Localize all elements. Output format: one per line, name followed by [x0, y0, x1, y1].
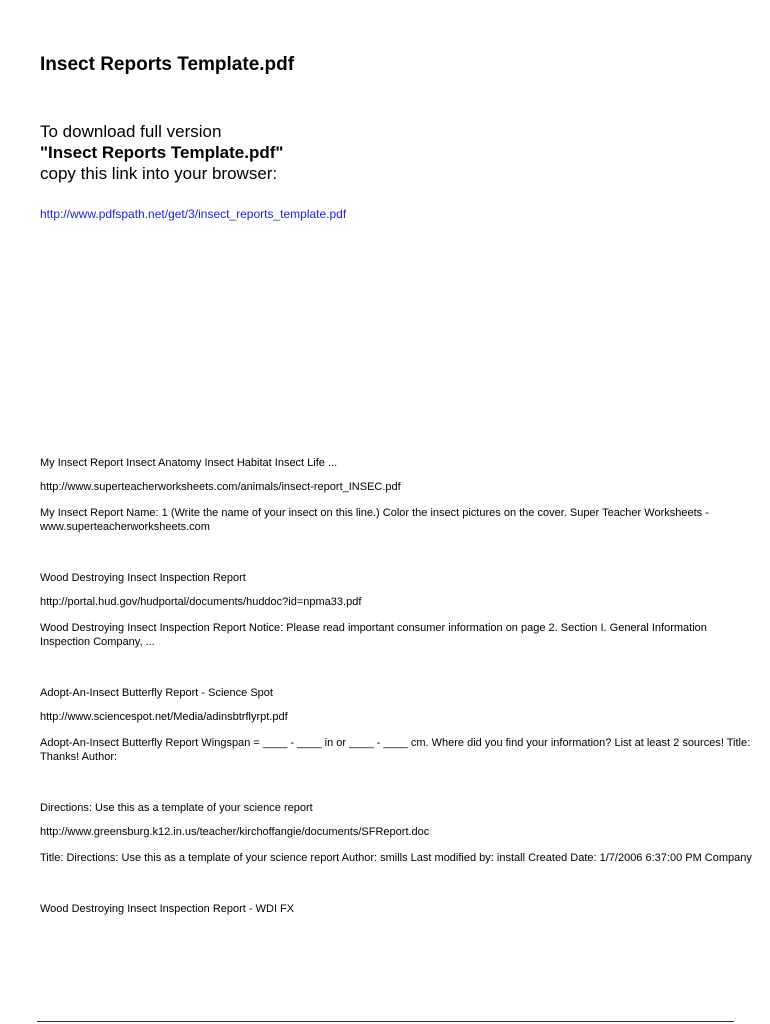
result-url: http://www.greensburg.k12.in.us/teacher/kirchoffangie/documents/SFReport.doc — [40, 826, 430, 838]
search-result — [40, 571, 752, 649]
download-instruction-line: copy this link into your browser: — [40, 164, 278, 183]
result-title: Wood Destroying Insect Inspection Report — [40, 572, 246, 584]
download-instructions — [40, 121, 283, 184]
search-result — [40, 902, 752, 916]
page-bottom-divider — [37, 1021, 734, 1022]
result-url: http://www.sciencespot.net/Media/adinsbtrflyrpt.pdf — [40, 711, 288, 723]
document-title: Insect Reports Template.pdf — [40, 54, 295, 75]
result-title: Wood Destroying Insect Inspection Report - WDI FX — [40, 903, 295, 915]
result-title: Directions: Use this as a template of your science report — [40, 802, 313, 814]
download-instruction-line: To download full version — [40, 122, 222, 141]
result-title: My Insect Report Insect Anatomy Insect Habitat Insect Life ... — [40, 457, 338, 469]
result-description: Title: Directions: Use this as a template of your science report Author: smills Last modified by: install Created Date: 1/7/2006 6:37:00 PM Company — [40, 852, 752, 864]
download-file-name: "Insect Reports Template.pdf" — [40, 143, 284, 162]
result-title: Adopt-An-Insect Butterfly Report - Science Spot — [40, 687, 273, 699]
result-url: http://www.superteacherworksheets.com/animals/insect-report_INSEC.pdf — [40, 481, 401, 493]
result-description: My Insect Report Name: 1 (Write the name of your insect on this line.) Color the insect pictures on the cover. Super Teacher Worksheets - www.superteacherworksheets.com — [40, 507, 709, 533]
result-description: Wood Destroying Insect Inspection Report Notice: Please read important consumer information on page 2. Section I. General Information Inspection Company, ... — [40, 622, 707, 648]
result-url: http://portal.hud.gov/hudportal/documents/huddoc?id=npma33.pdf — [40, 596, 362, 608]
result-description: Adopt-An-Insect Butterfly Report Wingspan = ____ - ____ in or ____ - ____ cm. Where did you find your information? List at least 2 sources! Title: Thanks! Author: — [40, 737, 751, 763]
search-result — [40, 456, 752, 534]
search-result — [40, 686, 752, 764]
download-link[interactable]: http://www.pdfspath.net/get/3/insect_reports_template.pdf — [40, 207, 347, 221]
search-result — [40, 801, 752, 865]
search-results-list — [40, 456, 752, 953]
